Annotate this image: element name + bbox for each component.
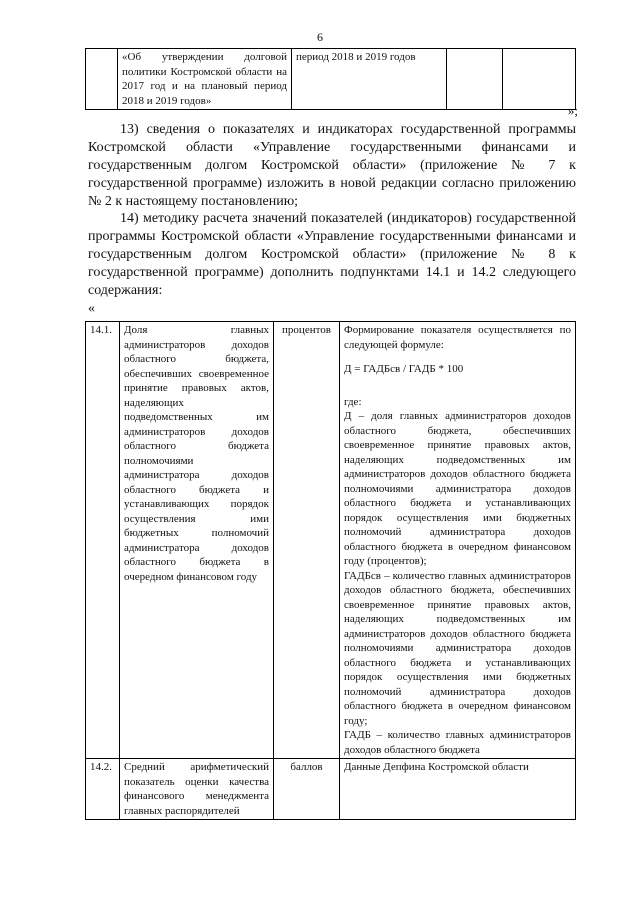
unit-of-measure: процентов [274,322,340,759]
unit-of-measure: баллов [274,759,340,820]
method-intro: Формирование показателя осуществляется по следующей формуле: [344,324,571,351]
table-cell-unit: период 2018 и 2019 годов [292,49,447,110]
method-definition-d: Д – доля главных администраторов доходов областного бюджета, обеспечивших своевременное принятие правовых актов, наделяющих подведомственных им администраторов доходов областного бюджета полномочиями администратора доходов областного бюджета и устанавливающих порядок осуществления ими бюджетных полномочий администратора доходов областного бюджета в очередном финансовом году (процентов); [344,410,571,567]
row-number: 14.2. [86,759,120,820]
row-number: 14.1. [86,322,120,759]
calculation-method: Данные Депфина Костромской области [340,759,576,820]
method-definition-gadbsv: ГАДБсв – количество главных администраторов доходов областного бюджета, обеспечивших своевременное принятие правовых актов, наделяющих подведомственных им администраторов доходов областного бюджета полномочиями администратора доходов областного бюджета и устанавливающих порядок осуществления ими бюджетных полномочий администратора доходов областного бюджета в очередном финансовом году; [344,569,571,727]
calculation-method [340,322,576,759]
continuation-table [85,48,576,110]
closing-quote: »; [567,103,578,118]
table-cell-name: «Об утверждении долговой политики Костромской области на 2017 год и на плановый период 2018 и 2019 годов» [118,49,292,110]
indicator-name: Доля главных администраторов доходов областного бюджета, обеспечивших своевременное принятие правовых актов, наделяющих подведомственных им администраторов доходов областного бюджета полномочиями администратора доходов областного бюджета и устанавливающих порядок осуществления ими бюджетных полномочий администратора доходов областного бюджета в очередном финансовом году [120,322,274,759]
table-cell-empty [503,49,576,110]
method-definition-gadb: ГАДБ – количество главных администраторов доходов областного бюджета [344,729,571,756]
table-row [86,49,576,110]
table-cell-num [86,49,118,110]
table-row [86,322,576,759]
indicator-name: Средний арифметический показатель оценки качества финансового менеджмента главных распорядителей [120,759,274,820]
paragraph-14: 14) методику расчета значений показателей (индикаторов) государственной программы Костромской области «Управление государственными финансами и государственным долгом Костромской области» (приложение № 8 к государственной программе) дополнить подпунктами 14.1 и 14.2 следующего содержания: [88,211,576,298]
paragraph-13: 13) сведения о показателях и индикаторах государственной программы Костромской области «Управление государственными финансами и государственным долгом Костромской области» (приложение № 7 к государственной программе) изложить в новой редакции согласно приложению № 2 к настоящему постановлению; [88,122,576,209]
opening-quote: « [88,301,95,316]
method-formula: Д = ГАДБсв / ГАДБ * 100 [344,363,464,375]
table-row [86,759,576,820]
method-where: где: [344,395,362,408]
methodology-table [85,321,576,820]
page-number: 6 [317,30,323,44]
table-cell-extra [447,49,503,110]
